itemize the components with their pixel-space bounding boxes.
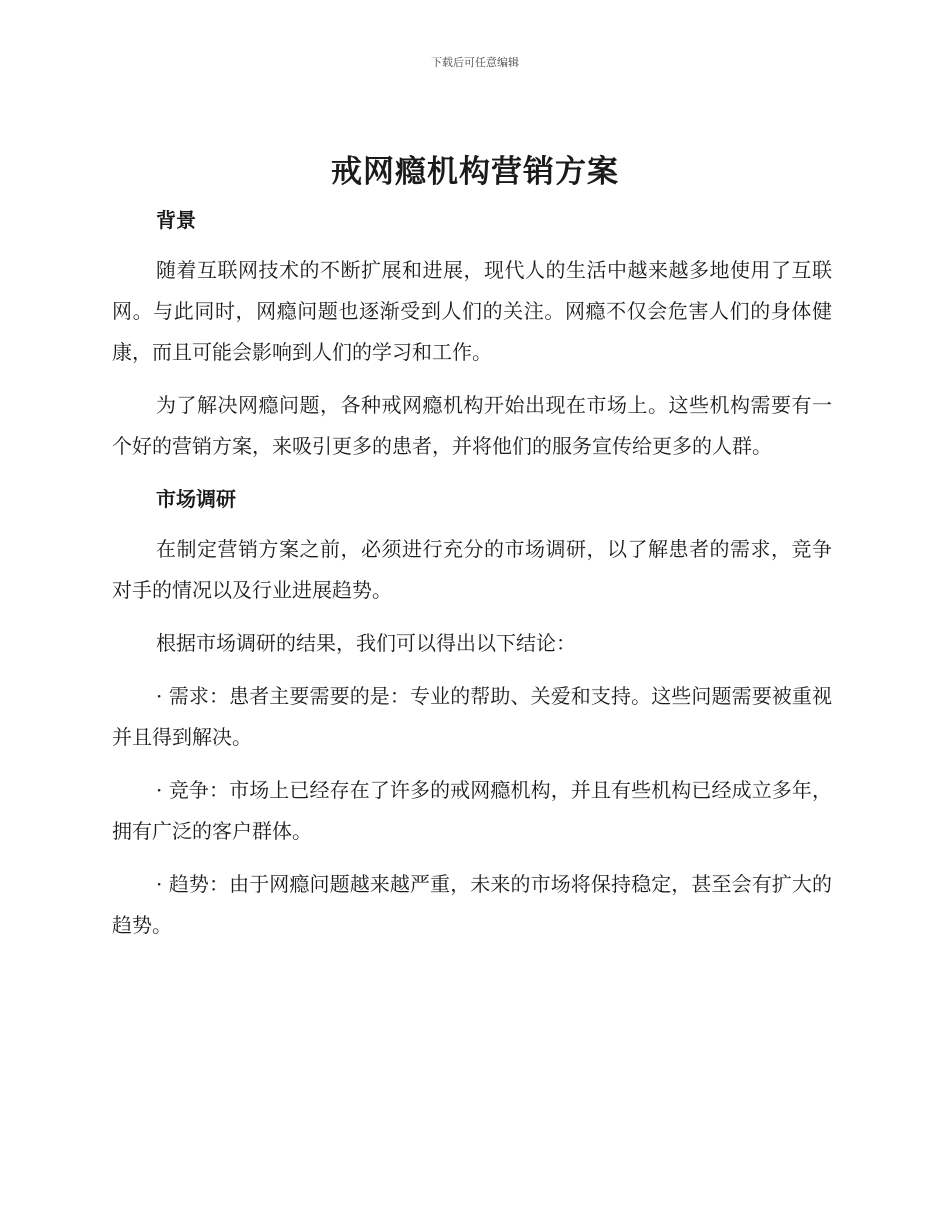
document-title: 戒网瘾机构营销方案 [331, 154, 619, 190]
paragraph: 随着互联网技术的不断扩展和进展，现代人的生活中越来越多地使用了互联网。与此同时，网瘾问题也逐渐受到人们的关注。网瘾不仅会危害人们的身体健康，而且可能会影响到人们的学习和工作。 [112, 258, 832, 364]
paragraph: 在制定营销方案之前，必须进行充分的市场调研，以了解患者的需求，竞争对手的情况以及行业进展趋势。 [112, 537, 832, 602]
section-heading-market-research: 市场调研 [156, 487, 236, 511]
bullet-trend: · 趋势：由于网瘾问题越来越严重，未来的市场将保持稳定，甚至会有扩大的趋势。 [112, 872, 832, 937]
paragraph: 为了解决网瘾问题，各种戒网瘾机构开始出现在市场上。这些机构需要有一个好的营销方案，来吸引更多的患者，并将他们的服务宣传给更多的人群。 [112, 393, 832, 458]
document-body [112, 200, 832, 946]
section-heading-background: 背景 [156, 208, 196, 232]
paragraph: 根据市场调研的结果，我们可以得出以下结论： [156, 631, 576, 655]
page-header-note: 下载后可任意编辑 [431, 56, 519, 69]
bullet-demand: · 需求：患者主要需要的是：专业的帮助、关爱和支持。这些问题需要被重视并且得到解决。 [112, 684, 832, 749]
bullet-competition: · 竞争：市场上已经存在了许多的戒网瘾机构，并且有些机构已经成立多年，拥有广泛的客户群体。 [112, 778, 832, 843]
